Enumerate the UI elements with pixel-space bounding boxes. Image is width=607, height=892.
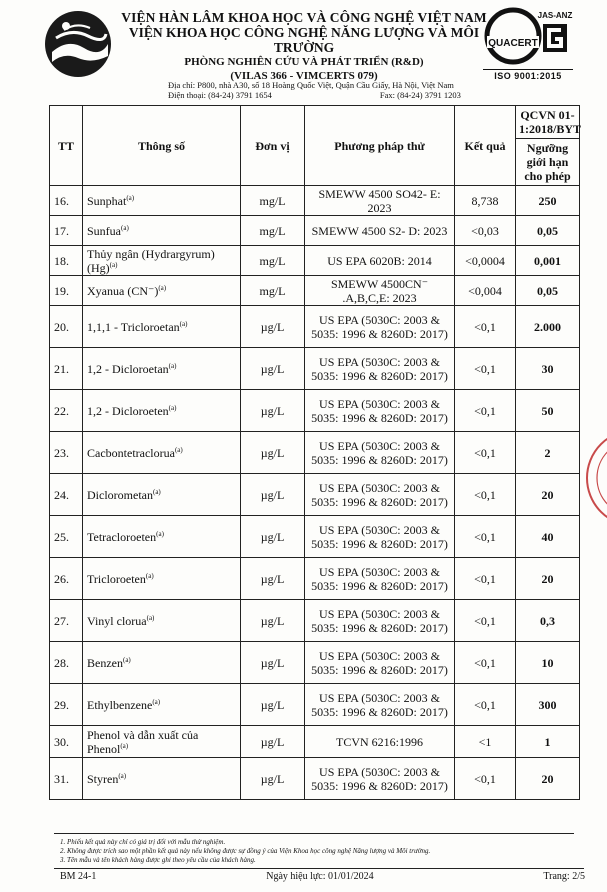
row-number-text: 30. bbox=[54, 734, 69, 749]
limit-value-text: 40 bbox=[541, 529, 554, 544]
contact-info bbox=[168, 80, 461, 100]
footnote-marker: (a) bbox=[179, 319, 188, 328]
limit-value-text: 2 bbox=[544, 445, 551, 460]
limit-value bbox=[516, 516, 580, 558]
test-method-text: US EPA (5030C: 2003 & 5035: 1996 & 8260D: 2017) bbox=[311, 312, 448, 341]
result-value bbox=[455, 600, 516, 642]
parameter-name-text: Vinyl clorua bbox=[87, 613, 147, 628]
parameter-name bbox=[83, 186, 241, 216]
result-value-text: <0,1 bbox=[474, 361, 496, 376]
row-number bbox=[50, 348, 83, 390]
row-number-text: 26. bbox=[54, 571, 69, 586]
test-method bbox=[305, 306, 455, 348]
limit-value-text: 20 bbox=[541, 571, 554, 586]
table-row bbox=[50, 306, 580, 348]
parameter-name-text: 1,1,1 - Tricloroetan bbox=[87, 319, 180, 334]
parameter-name bbox=[83, 432, 241, 474]
certification-logo bbox=[483, 6, 573, 80]
test-method-text: US EPA (5030C: 2003 & 5035: 1996 & 8260D: 2017) bbox=[311, 606, 448, 635]
table-row bbox=[50, 432, 580, 474]
page-number: Trang: 2/5 bbox=[543, 871, 585, 882]
test-method-text: US EPA (5030C: 2003 & 5035: 1996 & 8260D: 2017) bbox=[311, 522, 448, 551]
unit bbox=[241, 516, 305, 558]
test-method-text: US EPA (5030C: 2003 & 5035: 1996 & 8260D: 2017) bbox=[311, 764, 448, 793]
quacert-text: QUACERT bbox=[488, 38, 538, 49]
unit-text: µg/L bbox=[260, 655, 285, 670]
limit-value bbox=[516, 684, 580, 726]
result-value-text: <1 bbox=[478, 734, 492, 749]
result-value-text: <0,1 bbox=[474, 529, 496, 544]
row-number-text: 27. bbox=[54, 613, 69, 628]
unit bbox=[241, 348, 305, 390]
limit-value-text: 2.000 bbox=[534, 319, 561, 334]
parameter-name-text: Styren bbox=[87, 771, 119, 786]
limit-value-text: 1 bbox=[544, 734, 551, 749]
row-number bbox=[50, 186, 83, 216]
limit-value-text: 20 bbox=[541, 487, 554, 502]
header-result: Kết quả bbox=[455, 106, 516, 186]
result-value-text: <0,1 bbox=[474, 403, 496, 418]
row-number bbox=[50, 558, 83, 600]
academy-name: VIỆN HÀN LÂM KHOA HỌC VÀ CÔNG NGHỆ VIỆT NAM bbox=[121, 10, 487, 25]
document-header bbox=[118, 10, 490, 83]
accreditation-codes: (VILAS 366 - VIMCERTS 079) bbox=[230, 70, 378, 82]
test-method-text: US EPA (5030C: 2003 & 5035: 1996 & 8260D: 2017) bbox=[311, 354, 448, 383]
row-number-text: 28. bbox=[54, 655, 69, 670]
test-method bbox=[305, 558, 455, 600]
limit-value-text: 10 bbox=[541, 655, 554, 670]
test-method bbox=[305, 758, 455, 800]
table-row bbox=[50, 642, 580, 684]
row-number-text: 21. bbox=[54, 361, 69, 376]
page-footer bbox=[60, 871, 585, 882]
test-method bbox=[305, 246, 455, 276]
unit-text: mg/L bbox=[259, 253, 286, 268]
unit-text: µg/L bbox=[260, 319, 285, 334]
table-row bbox=[50, 474, 580, 516]
row-number-text: 29. bbox=[54, 697, 69, 712]
test-method-text: US EPA 6020B: 2014 bbox=[327, 253, 432, 268]
row-number-text: 23. bbox=[54, 445, 69, 460]
result-value bbox=[455, 186, 516, 216]
footnote-marker: (a) bbox=[118, 771, 127, 780]
unit-text: mg/L bbox=[259, 283, 286, 298]
limit-value bbox=[516, 558, 580, 600]
limit-value-text: 250 bbox=[538, 193, 557, 208]
unit bbox=[241, 758, 305, 800]
limit-value-text: 0,001 bbox=[534, 253, 561, 268]
unit-text: µg/L bbox=[260, 529, 285, 544]
parameter-name bbox=[83, 348, 241, 390]
result-value bbox=[455, 642, 516, 684]
table-row bbox=[50, 684, 580, 726]
results-table bbox=[49, 105, 580, 800]
test-method-text: TCVN 6216:1996 bbox=[336, 734, 423, 749]
institute-name: VIỆN KHOA HỌC CÔNG NGHỆ NĂNG LƯỢNG VÀ MÔI TRƯỜNG bbox=[128, 25, 480, 55]
unit bbox=[241, 306, 305, 348]
table-row bbox=[50, 558, 580, 600]
parameter-name bbox=[83, 390, 241, 432]
limit-value bbox=[516, 432, 580, 474]
result-value-text: <0,1 bbox=[474, 697, 496, 712]
result-value bbox=[455, 558, 516, 600]
row-number bbox=[50, 276, 83, 306]
unit bbox=[241, 642, 305, 684]
footnote-marker: (a) bbox=[152, 487, 161, 496]
table-row bbox=[50, 186, 580, 216]
limit-value bbox=[516, 474, 580, 516]
result-value-text: <0,0004 bbox=[465, 253, 505, 268]
result-value bbox=[455, 306, 516, 348]
table-row bbox=[50, 348, 580, 390]
row-number-text: 25. bbox=[54, 529, 69, 544]
parameter-name-text: 1,2 - Dicloroeten bbox=[87, 403, 169, 418]
limit-value-text: 0,05 bbox=[537, 223, 558, 238]
row-number-text: 31. bbox=[54, 771, 69, 786]
footnote-marker: (a) bbox=[122, 655, 131, 664]
row-number-text: 18. bbox=[54, 253, 69, 268]
unit-text: mg/L bbox=[259, 223, 286, 238]
limit-value bbox=[516, 600, 580, 642]
unit-text: µg/L bbox=[260, 697, 285, 712]
fax-number: Fax: (84-24) 3791 1203 bbox=[379, 90, 461, 100]
test-method bbox=[305, 684, 455, 726]
row-number bbox=[50, 432, 83, 474]
test-method-text: SMEWW 4500CN⁻ .A,B,C,E: 2023 bbox=[330, 276, 429, 305]
parameter-name bbox=[83, 642, 241, 684]
result-value bbox=[455, 758, 516, 800]
header-method: Phương pháp thử bbox=[305, 106, 455, 186]
result-value-text: <0,1 bbox=[474, 571, 496, 586]
parameter-name bbox=[83, 726, 241, 758]
result-value-text: <0,1 bbox=[474, 319, 496, 334]
row-number bbox=[50, 390, 83, 432]
limit-value bbox=[516, 758, 580, 800]
test-method-text: US EPA (5030C: 2003 & 5035: 1996 & 8260D: 2017) bbox=[311, 438, 448, 467]
unit bbox=[241, 432, 305, 474]
header-parameter: Thông số bbox=[83, 106, 241, 186]
parameter-name-text: Sunfua bbox=[87, 223, 121, 238]
limit-value-text: 50 bbox=[541, 403, 554, 418]
unit-text: µg/L bbox=[260, 403, 285, 418]
result-value bbox=[455, 516, 516, 558]
result-value bbox=[455, 390, 516, 432]
test-method-text: US EPA (5030C: 2003 & 5035: 1996 & 8260D: 2017) bbox=[311, 564, 448, 593]
test-method bbox=[305, 432, 455, 474]
unit bbox=[241, 474, 305, 516]
parameter-name-text: Tetracloroeten bbox=[87, 529, 157, 544]
parameter-name-text: 1,2 - Dicloroetan bbox=[87, 361, 169, 376]
row-number-text: 22. bbox=[54, 403, 69, 418]
test-method-text: US EPA (5030C: 2003 & 5035: 1996 & 8260D: 2017) bbox=[311, 690, 448, 719]
row-number-text: 17. bbox=[54, 223, 69, 238]
row-number bbox=[50, 684, 83, 726]
test-method bbox=[305, 390, 455, 432]
result-value-text: <0,1 bbox=[474, 655, 496, 670]
parameter-name bbox=[83, 558, 241, 600]
test-method bbox=[305, 642, 455, 684]
footnote-marker: (a) bbox=[146, 613, 155, 622]
parameter-name bbox=[83, 758, 241, 800]
result-value-text: <0,1 bbox=[474, 487, 496, 502]
result-value-text: <0,004 bbox=[468, 283, 502, 298]
table-row bbox=[50, 758, 580, 800]
table-row bbox=[50, 390, 580, 432]
parameter-name bbox=[83, 474, 241, 516]
parameter-name-text: Thủy ngân (Hydrargyrum) (Hg) bbox=[87, 246, 215, 275]
test-method bbox=[305, 186, 455, 216]
test-method bbox=[305, 216, 455, 246]
row-number bbox=[50, 306, 83, 348]
result-value bbox=[455, 474, 516, 516]
table-row bbox=[50, 516, 580, 558]
result-value bbox=[455, 684, 516, 726]
footnote-marker: (a) bbox=[126, 193, 135, 202]
row-number bbox=[50, 246, 83, 276]
test-method bbox=[305, 276, 455, 306]
limit-value bbox=[516, 390, 580, 432]
address-line: Địa chỉ: P800, nhà A30, số 18 Hoàng Quốc Việt, Quận Cầu Giấy, Hà Nội, Việt Nam bbox=[168, 80, 454, 90]
footer-divider bbox=[54, 833, 574, 834]
note-2: 2. Không được trích sao một phần kết quả này nếu không được sự đồng ý của Viện Khoa học công nghệ Năng lượng và Môi trường. bbox=[60, 847, 431, 855]
parameter-name bbox=[83, 516, 241, 558]
table-row bbox=[50, 600, 580, 642]
limit-value-text: 30 bbox=[541, 361, 554, 376]
unit-text: µg/L bbox=[260, 361, 285, 376]
test-method-text: US EPA (5030C: 2003 & 5035: 1996 & 8260D: 2017) bbox=[311, 648, 448, 677]
unit-text: µg/L bbox=[260, 487, 285, 502]
footnotes bbox=[60, 838, 430, 865]
footnote-marker: (a) bbox=[156, 529, 164, 538]
parameter-name-text: Phenol và dẫn xuất của Phenol bbox=[87, 727, 199, 756]
footnote-marker: (a) bbox=[109, 260, 118, 269]
jas-anz-text: JAS-ANZ bbox=[537, 11, 573, 20]
result-value bbox=[455, 276, 516, 306]
footnote-marker: (a) bbox=[145, 571, 154, 580]
row-number-text: 20. bbox=[54, 319, 69, 334]
unit bbox=[241, 276, 305, 306]
table-row bbox=[50, 246, 580, 276]
limit-value-text: 300 bbox=[538, 697, 557, 712]
parameter-name bbox=[83, 684, 241, 726]
table-row bbox=[50, 276, 580, 306]
test-method-text: SMEWW 4500 S2- D: 2023 bbox=[311, 223, 448, 238]
header-limit-label: Ngưỡng giới hạn cho phép bbox=[524, 141, 571, 183]
unit-text: µg/L bbox=[260, 445, 285, 460]
result-value bbox=[455, 216, 516, 246]
limit-value-text: 0,3 bbox=[540, 613, 555, 628]
unit bbox=[241, 186, 305, 216]
unit bbox=[241, 600, 305, 642]
parameter-name-text: Xyanua (CN⁻) bbox=[87, 283, 159, 298]
row-number bbox=[50, 726, 83, 758]
unit bbox=[241, 558, 305, 600]
footnote-marker: (a) bbox=[168, 361, 177, 370]
parameter-name-text: Benzen bbox=[87, 655, 123, 670]
limit-value-text: 20 bbox=[541, 771, 554, 786]
row-number bbox=[50, 642, 83, 684]
result-value-text: <0,03 bbox=[471, 223, 499, 238]
header-limit bbox=[516, 106, 580, 186]
footnote-marker: (a) bbox=[158, 283, 167, 292]
row-number-text: 24. bbox=[54, 487, 69, 502]
limit-value bbox=[516, 246, 580, 276]
unit-text: µg/L bbox=[260, 571, 285, 586]
result-value-text: <0,1 bbox=[474, 445, 496, 460]
test-method bbox=[305, 348, 455, 390]
institute-logo bbox=[42, 8, 114, 80]
limit-value bbox=[516, 642, 580, 684]
row-number bbox=[50, 758, 83, 800]
footnote-marker: (a) bbox=[120, 741, 129, 750]
test-method bbox=[305, 600, 455, 642]
unit bbox=[241, 726, 305, 758]
row-number bbox=[50, 516, 83, 558]
unit bbox=[241, 216, 305, 246]
parameter-name-text: Sunphat bbox=[87, 193, 127, 208]
result-value-text: <0,1 bbox=[474, 613, 496, 628]
parameter-name-text: Diclorometan bbox=[87, 487, 153, 502]
parameter-name bbox=[83, 306, 241, 348]
unit-text: µg/L bbox=[260, 613, 285, 628]
row-number bbox=[50, 474, 83, 516]
table-header-row bbox=[50, 106, 580, 186]
row-number bbox=[50, 216, 83, 246]
unit-text: µg/L bbox=[260, 734, 285, 749]
result-value bbox=[455, 246, 516, 276]
header-unit: Đơn vị bbox=[241, 106, 305, 186]
unit bbox=[241, 246, 305, 276]
parameter-name bbox=[83, 246, 241, 276]
unit bbox=[241, 684, 305, 726]
test-method-text: US EPA (5030C: 2003 & 5035: 1996 & 8260D: 2017) bbox=[311, 396, 448, 425]
unit-text: mg/L bbox=[259, 193, 286, 208]
table-row bbox=[50, 216, 580, 246]
phone-number: Điện thoại: (84-24) 3791 1654 bbox=[168, 90, 272, 100]
form-code: BM 24-1 bbox=[60, 871, 97, 882]
test-method-text: SMEWW 4500 SO42- E: 2023 bbox=[318, 186, 441, 215]
table-row bbox=[50, 726, 580, 758]
test-method bbox=[305, 516, 455, 558]
test-method bbox=[305, 726, 455, 758]
footnote-marker: (a) bbox=[168, 403, 177, 412]
limit-value bbox=[516, 348, 580, 390]
limit-value bbox=[516, 276, 580, 306]
result-value bbox=[455, 432, 516, 474]
row-number-text: 19. bbox=[54, 283, 69, 298]
result-value bbox=[455, 726, 516, 758]
limit-value bbox=[516, 216, 580, 246]
bottom-divider bbox=[54, 868, 584, 869]
note-3: 3. Tên mẫu và tên khách hàng được ghi theo yêu cầu của khách hàng. bbox=[60, 856, 256, 864]
result-value-text: 8,738 bbox=[471, 193, 499, 208]
result-value bbox=[455, 348, 516, 390]
unit bbox=[241, 390, 305, 432]
test-method bbox=[305, 474, 455, 516]
footnote-marker: (a) bbox=[152, 697, 161, 706]
row-number bbox=[50, 600, 83, 642]
test-method-text: US EPA (5030C: 2003 & 5035: 1996 & 8260D: 2017) bbox=[311, 480, 448, 509]
header-tt: TT bbox=[50, 106, 83, 186]
result-value-text: <0,1 bbox=[474, 771, 496, 786]
footnote-marker: (a) bbox=[121, 223, 129, 232]
parameter-name bbox=[83, 216, 241, 246]
note-1: 1. Phiếu kết quả này chỉ có giá trị đối với mẫu thử nghiệm. bbox=[60, 838, 226, 846]
limit-value-text: 0,05 bbox=[537, 283, 558, 298]
limit-value bbox=[516, 726, 580, 758]
parameter-name-text: Ethylbenzene bbox=[87, 697, 153, 712]
footnote-marker: (a) bbox=[174, 445, 183, 454]
header-limit-standard: QCVN 01-1:2018/BYT bbox=[516, 106, 579, 139]
parameter-name bbox=[83, 600, 241, 642]
red-stamp bbox=[583, 418, 607, 538]
row-number-text: 16. bbox=[54, 193, 69, 208]
limit-value bbox=[516, 186, 580, 216]
limit-value bbox=[516, 306, 580, 348]
parameter-name-text: Cacbontetraclorua bbox=[87, 445, 175, 460]
department-name: PHÒNG NGHIÊN CỨU VÀ PHÁT TRIỂN (R&D) bbox=[184, 56, 424, 68]
parameter-name bbox=[83, 276, 241, 306]
iso-label: ISO 9001:2015 bbox=[483, 69, 573, 81]
unit-text: µg/L bbox=[260, 771, 285, 786]
parameter-name-text: Tricloroeten bbox=[87, 571, 146, 586]
effective-date: Ngày hiệu lực: 01/01/2024 bbox=[266, 871, 374, 882]
